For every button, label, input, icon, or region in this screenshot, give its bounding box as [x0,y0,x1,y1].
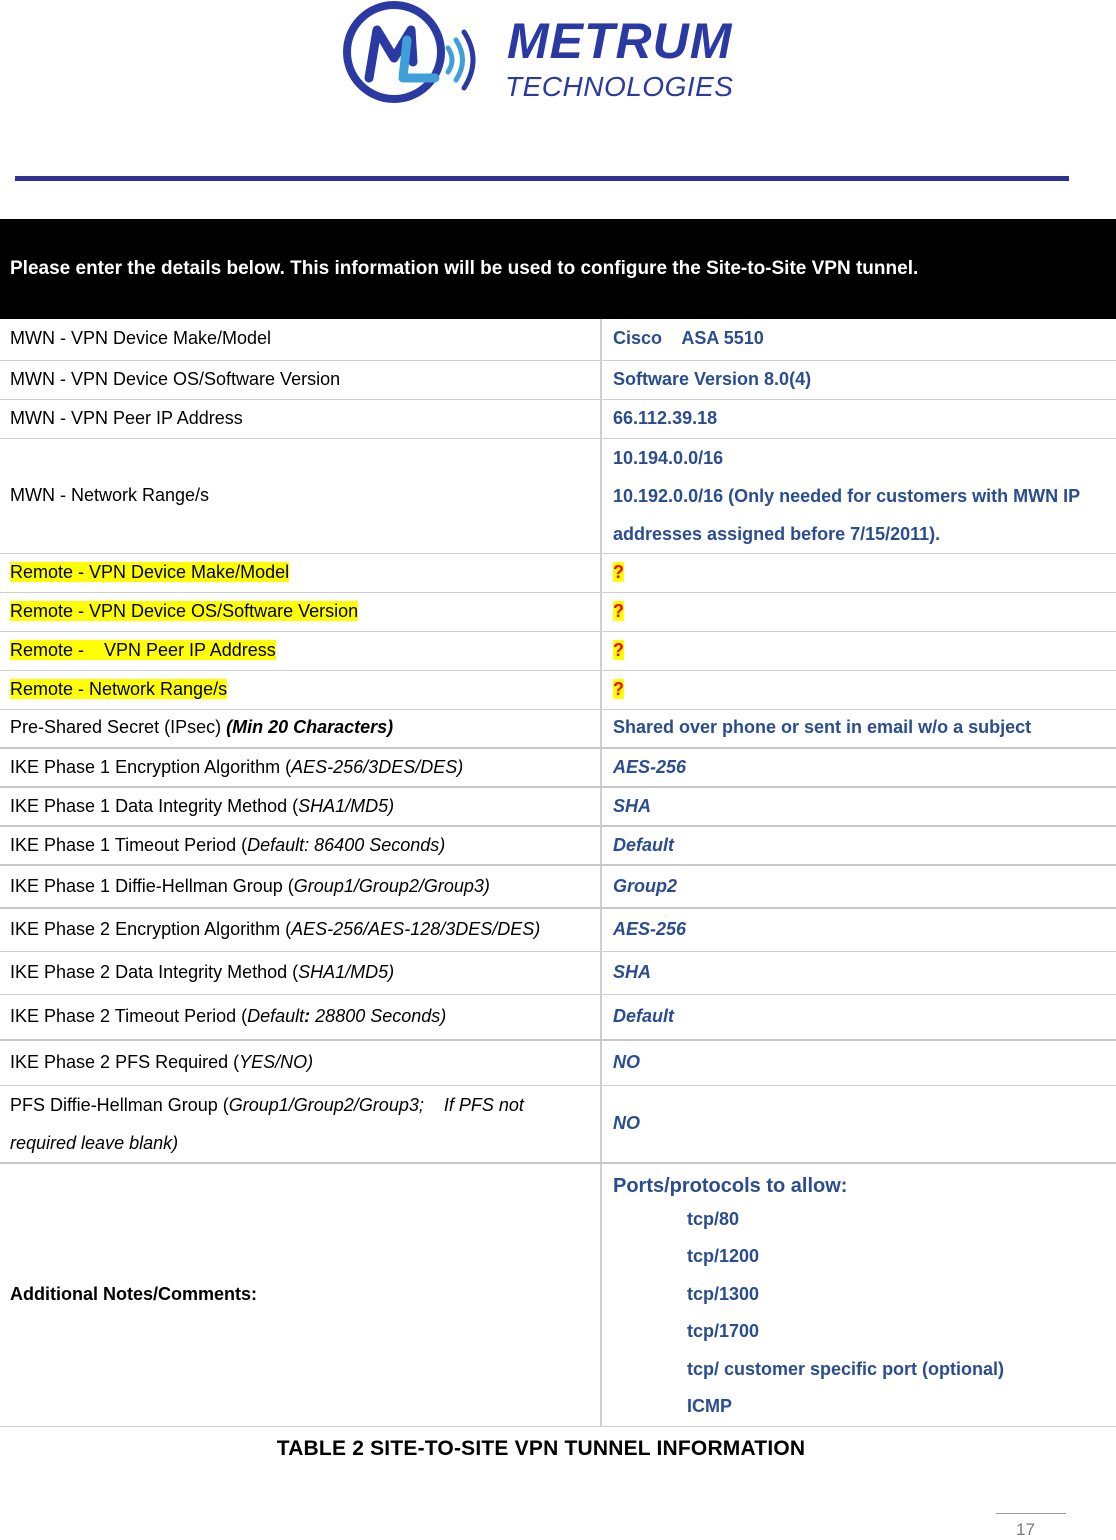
table-row [0,670,1116,709]
table-row [0,1085,1116,1163]
row-value: AES-256 [601,748,1116,787]
label-emphasis: (Min 20 Characters) [226,717,394,738]
table-row [0,319,1116,360]
label-text: IKE Phase 1 Encryption Algorithm ( [10,756,292,777]
port-item: tcp/1200 [687,1246,760,1267]
row-value: Shared over phone or sent in email w/o a subject [601,709,1116,748]
page-number: 17 [1016,1520,1035,1539]
row-value: SHA [601,787,1116,826]
placeholder-value: ? [613,561,624,582]
table-row [0,709,1116,748]
label-text: IKE Phase 2 Encryption Algorithm ( [10,918,292,939]
row-label: MWN - VPN Device Make/Model [0,319,601,360]
table-row [0,631,1116,670]
row-label [0,865,601,908]
label-colon: : [304,1005,311,1026]
row-value-line: addresses assigned before 7/15/2011). [613,523,941,544]
row-value-line: 10.192.0.0/16 (Only needed for customers with MWN IP [613,485,1081,506]
label-text: IKE Phase 1 Diffie-Hellman Group ( [10,875,294,896]
table-row [0,1040,1116,1085]
label-text: PFS Diffie-Hellman Group ( [10,1094,229,1115]
row-label [0,787,601,826]
row-label [0,748,601,787]
page-number-rule [996,1513,1066,1514]
row-value: Default [601,826,1116,865]
label-line [10,1086,590,1124]
label-emphasis: Group1/Group2/Group3; If PFS not [228,1094,524,1115]
row-value [601,670,1116,709]
row-label [0,553,601,592]
row-value: NO [601,1085,1116,1163]
row-label: Additional Notes/Comments: [0,1163,601,1427]
table-row [0,1163,1116,1427]
row-label [0,951,601,994]
label-text: IKE Phase 2 Data Integrity Method ( [10,961,299,982]
logo-mark-icon [343,0,503,108]
label-emphasis: AES-256/3DES/DES) [291,756,464,777]
label-text: Pre-Shared Secret (IPsec) [10,717,227,738]
port-item: tcp/ customer specific port (optional) [687,1358,1005,1379]
label-emphasis: SHA1/MD5) [298,795,395,816]
placeholder-value: ? [613,600,624,621]
label-text: IKE Phase 1 Timeout Period ( [10,834,248,855]
brand-name: METRUM [507,13,733,69]
label-emphasis: Group1/Group2/Group3) [293,875,490,896]
highlighted-label: Remote - VPN Device Make/Model [10,561,290,582]
table-row [0,908,1116,951]
row-label: MWN - VPN Peer IP Address [0,399,601,438]
label-emphasis: SHA1/MD5) [298,961,395,982]
row-label [0,1085,601,1163]
port-item: tcp/80 [687,1208,740,1229]
label-emphasis: 28800 Seconds) [310,1005,447,1026]
row-value [601,592,1116,631]
row-value: Cisco ASA 5510 [601,319,1116,360]
row-label [0,670,601,709]
row-value [601,438,1116,553]
table-row [0,592,1116,631]
row-label [0,592,601,631]
table-row [0,787,1116,826]
highlighted-label: Remote - Network Range/s [10,678,228,699]
table-row [0,553,1116,592]
row-value: Software Version 8.0(4) [601,360,1116,399]
port-item: tcp/1300 [687,1283,760,1304]
row-label [0,908,601,951]
port-item: tcp/1700 [687,1321,760,1342]
table-caption: TABLE 2 SITE-TO-SITE VPN TUNNEL INFORMATION [276,1437,806,1460]
port-item: ICMP [687,1396,732,1417]
table-row [0,826,1116,865]
row-label: MWN - Network Range/s [0,438,601,553]
row-value: 66.112.39.18 [601,399,1116,438]
highlighted-label: Remote - VPN Peer IP Address [10,639,276,660]
row-value: Default [601,994,1116,1040]
table-row [0,865,1116,908]
table-row [0,951,1116,994]
row-value: Group2 [601,865,1116,908]
row-value [601,553,1116,592]
label-text: IKE Phase 2 PFS Required ( [10,1051,240,1072]
label-emphasis: AES-256/AES-128/3DES/DES) [291,918,541,939]
label-emphasis: Default [247,1005,305,1026]
instructions-banner: Please enter the details below. This information will be used to configure the Site-to-Site VPN tunnel. [0,219,1116,319]
row-label [0,994,601,1040]
row-label [0,826,601,865]
placeholder-value: ? [613,639,624,660]
vpn-info-table [0,319,1116,1427]
row-label [0,709,601,748]
label-emphasis: YES/NO) [239,1051,314,1072]
brand-subtitle: TECHNOLOGIES [505,71,734,102]
row-value: SHA [601,951,1116,994]
row-label [0,631,601,670]
row-label: MWN - VPN Device OS/Software Version [0,360,601,399]
table-row [0,399,1116,438]
row-value-line: 10.194.0.0/16 [613,447,724,468]
label-line: required leave blank) [10,1132,179,1153]
metrum-logo [343,0,743,108]
row-value: AES-256 [601,908,1116,951]
label-emphasis: Default: 86400 Seconds) [247,834,446,855]
table-row [0,994,1116,1040]
table-row [0,438,1116,553]
label-text: IKE Phase 1 Data Integrity Method ( [10,795,299,816]
row-value [601,631,1116,670]
ports-title: Ports/protocols to allow: [613,1174,848,1197]
row-label [0,1040,601,1085]
table-row [0,748,1116,787]
label-text: IKE Phase 2 Timeout Period ( [10,1005,248,1026]
highlighted-label: Remote - VPN Device OS/Software Version [10,600,359,621]
row-value [601,1163,1116,1427]
placeholder-value: ? [613,678,624,699]
table-row [0,360,1116,399]
row-value: NO [601,1040,1116,1085]
header-divider [15,176,1069,181]
